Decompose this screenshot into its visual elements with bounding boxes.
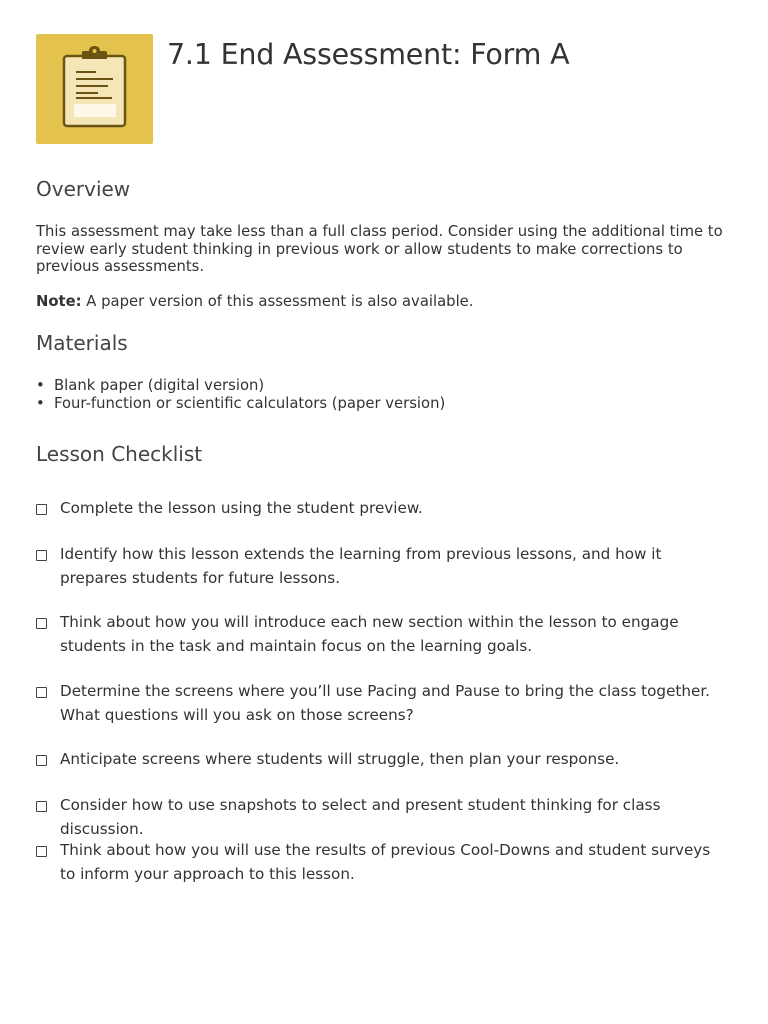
checklist-item-text: Consider how to use snapshots to select and present student thinking for class discussion. [60,796,661,838]
checkbox[interactable] [36,504,47,515]
checklist-item-text: Determine the screens where you’ll use Pacing and Pause to bring the class together. What questions will you ask on those screens? [60,682,711,724]
bullet-icon: • [36,377,45,394]
checkbox[interactable] [36,618,47,629]
overview-note [36,293,736,311]
clipboard-graphic [36,34,153,144]
list-item-text: Blank paper (digital version) [54,377,265,394]
overview-body: This assessment may take less than a full class period. Consider using the additional time to review early student thinking in previous work or allow students to make corrections to previous assessments. [36,223,723,275]
list-item-text: Four-function or scientific calculators (paper version) [54,394,446,412]
checkbox[interactable] [36,687,47,698]
list-item [36,395,445,413]
materials-heading: Materials [36,331,128,355]
checkbox[interactable] [36,801,47,812]
checklist-item-text: Anticipate screens where students will struggle, then plan your response. [60,750,620,768]
checklist-item-text: Think about how you will introduce each new section within the lesson to engage students in the task and maintain focus on the learning goals. [60,613,679,655]
checklist-heading: Lesson Checklist [36,442,203,466]
checklist-item-text: Think about how you will use the results of previous Cool-Downs and student surveys to inform your approach to this lesson. [60,841,711,883]
materials-list [36,377,445,412]
overview-heading: Overview [36,177,131,201]
page-title: 7.1 End Assessment: Form A [167,38,570,71]
list-item [36,377,445,395]
bullet-icon: • [36,394,45,412]
note-label: Note: [36,293,82,310]
checkbox[interactable] [36,846,47,857]
checklist-item-text: Complete the lesson using the student preview. [60,499,423,517]
checklist-item-text: Identify how this lesson extends the learning from previous lessons, and how it prepares students for future lessons. [60,545,662,587]
checkbox[interactable] [36,755,47,766]
note-text: A paper version of this assessment is also available. [81,293,474,310]
clipboard-icon [36,34,153,144]
checkbox[interactable] [36,550,47,561]
